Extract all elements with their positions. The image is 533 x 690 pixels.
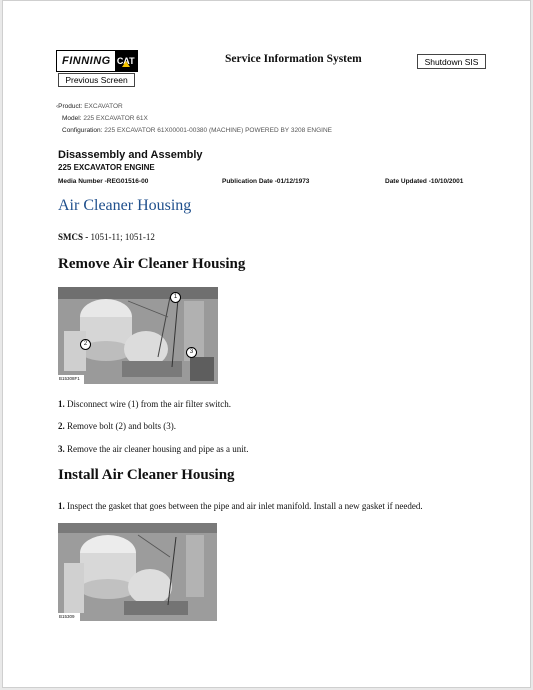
configuration-label: Configuration: — [62, 127, 103, 134]
product-line — [56, 103, 123, 110]
logo-brand-text: FINNING — [62, 55, 111, 67]
page-title: Service Information System — [225, 53, 362, 65]
step-number: 1. — [58, 501, 65, 511]
model-label: Model: — [62, 115, 82, 122]
remove-step-2 — [58, 421, 176, 431]
shutdown-sis-button[interactable]: Shutdown SIS — [417, 54, 486, 69]
step-number: 1. — [58, 399, 65, 409]
image-1-caption: B15308F1 — [59, 376, 80, 381]
callout-1: 1 — [170, 292, 181, 303]
remove-photo — [58, 287, 218, 384]
air-cleaner-photo-2 — [58, 523, 217, 621]
publication-date: Publication Date -01/12/1973 — [222, 178, 310, 185]
cat-logo-icon: CAT — [115, 51, 137, 71]
smcs-label: SMCS - — [58, 232, 89, 242]
date-updated: Date Updated -10/10/2001 — [385, 178, 464, 185]
step-text: Remove bolt (2) and bolts (3). — [64, 421, 176, 431]
step-text: Disconnect wire (1) from the air filter switch. — [64, 399, 231, 409]
product-label: Product: — [58, 103, 83, 110]
media-number: Media Number -REG01516-00 — [58, 178, 149, 185]
image-2-caption: B15309 — [59, 614, 75, 619]
document-title: Air Cleaner Housing — [58, 197, 192, 214]
callout-2: 2 — [80, 339, 91, 350]
back-arrow-icon[interactable]: ‹ — [56, 103, 59, 110]
smcs-value: 1051-11; 1051-12 — [88, 232, 155, 242]
step-number: 2. — [58, 421, 65, 431]
install-heading: Install Air Cleaner Housing — [58, 467, 235, 483]
remove-heading: Remove Air Cleaner Housing — [58, 256, 246, 272]
previous-screen-button[interactable]: Previous Screen — [58, 73, 135, 87]
step-number: 3. — [58, 444, 65, 454]
section-title: Disassembly and Assembly — [58, 149, 203, 161]
smcs-codes — [58, 232, 155, 242]
install-step-1 — [58, 501, 423, 511]
step-text: Inspect the gasket that goes between the pipe and air inlet manifold. Install a new gasket if needed. — [64, 501, 423, 511]
configuration-value: 225 EXCAVATOR 61X00001-00380 (MACHINE) POWERED BY 3208 ENGINE — [104, 127, 333, 134]
remove-step-3 — [58, 444, 248, 454]
air-cleaner-photo-1 — [58, 287, 218, 384]
install-photo — [58, 523, 217, 621]
product-value: EXCAVATOR — [84, 103, 123, 110]
callout-3: 3 — [186, 347, 197, 358]
remove-step-1 — [58, 399, 231, 409]
finning-cat-logo — [56, 50, 138, 72]
section-subtitle: 225 EXCAVATOR ENGINE — [58, 163, 155, 172]
step-text: Remove the air cleaner housing and pipe as a unit. — [64, 444, 249, 454]
document-page — [2, 0, 531, 688]
model-value: 225 EXCAVATOR 61X — [83, 115, 148, 122]
configuration-line — [62, 127, 332, 134]
model-line — [62, 115, 148, 122]
